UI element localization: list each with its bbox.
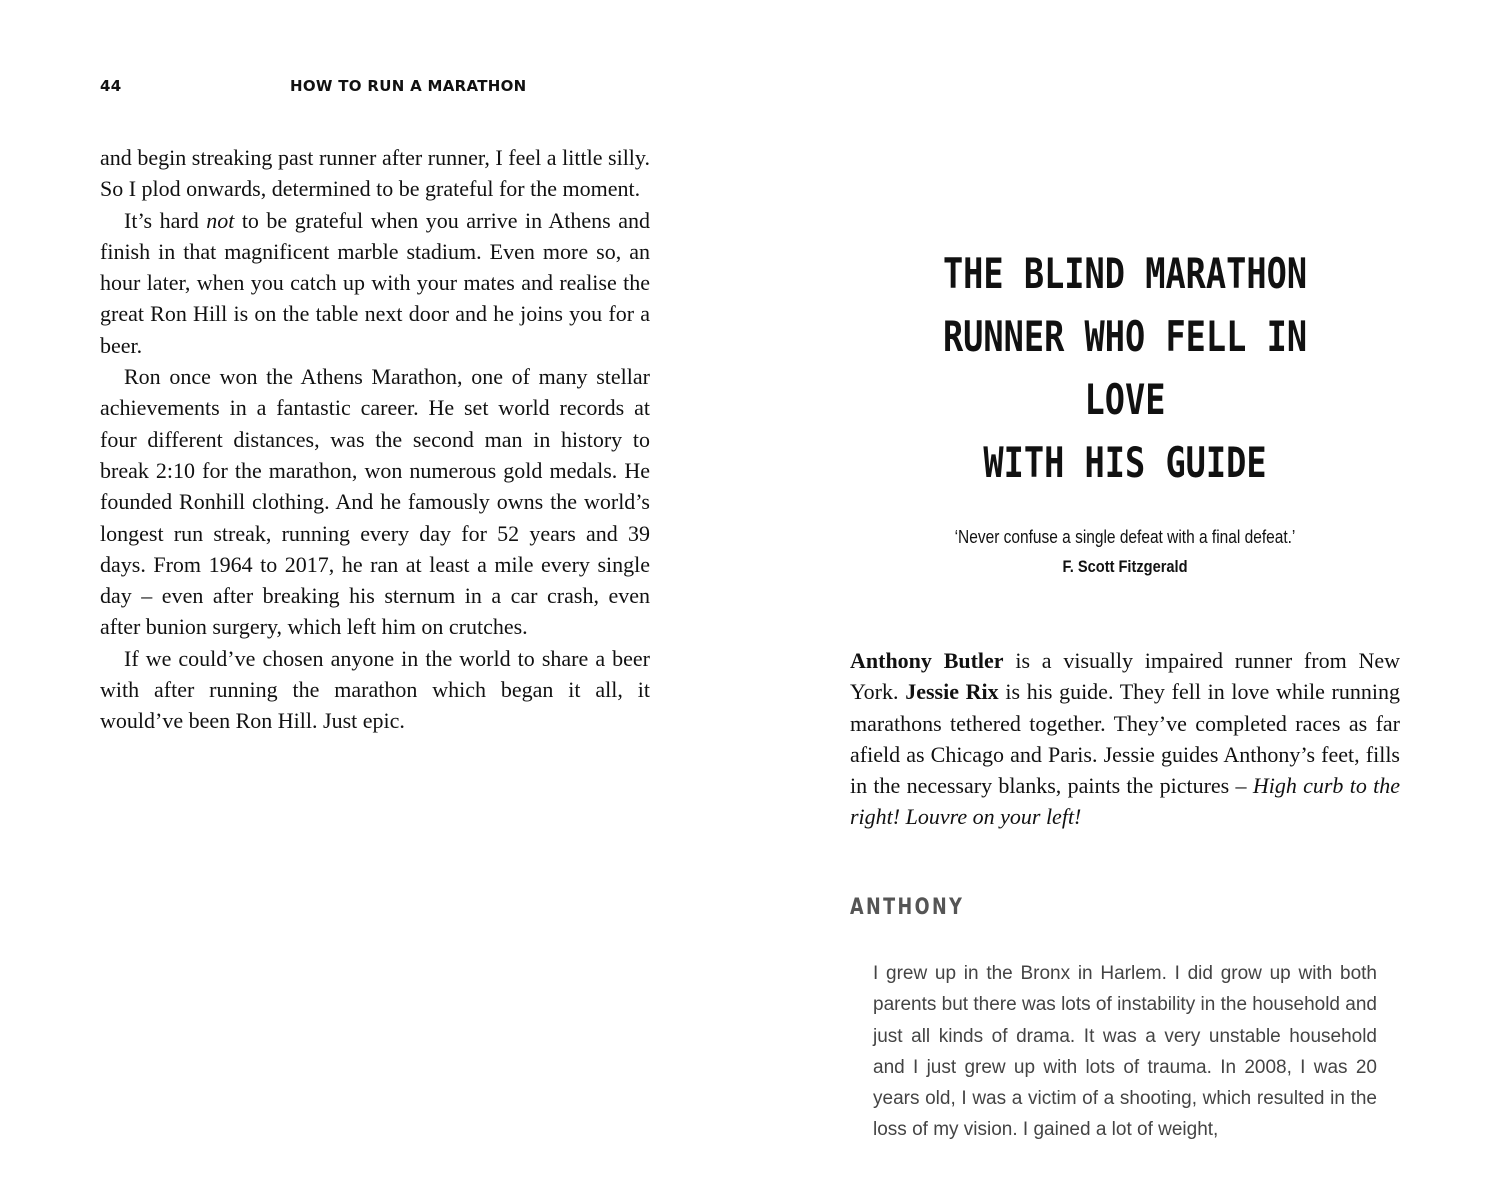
body-text xyxy=(100,142,650,737)
chapter-title-line: RUNNER WHO FELL IN LOVE xyxy=(942,312,1308,424)
text-run: and begin streaking past runner after runner, I feel a little silly. So I plod onwards, determined to be grateful for the moment. xyxy=(100,145,650,202)
interview-text: I grew up in the Bronx in Harlem. I did grow up with both parents but there was lots of instability in the household and just all kinds of drama. It was a very unstable household and I just grew up with lots of trauma. In 2008, I was 20 years old, I was a victim of a shooting, which resulted in the loss of my vision. I gained a lot of weight, xyxy=(873,963,1377,1141)
paragraph xyxy=(100,361,650,643)
text-run: is a visually impaired runner from New York. xyxy=(850,648,1401,705)
text-run: If we could’ve chosen anyone in the world to share a beer with after running the marathon which began it all, it would’ve been Ron Hill. Just epic. xyxy=(100,645,650,734)
page-number: 44 xyxy=(100,77,122,95)
paragraph xyxy=(100,205,650,361)
epigraph xyxy=(850,522,1400,582)
text-run: It’s hard xyxy=(124,207,207,233)
running-head: HOW TO RUN A MARATHON xyxy=(290,77,527,95)
text-run: is his guide. They fell in love while running marathons tethered together. They’ve completed races as far afield as Chicago and Paris. Jessie guides Anthony’s feet, fills in the necessary blanks, paints the pictures – xyxy=(850,679,1400,799)
chapter-title xyxy=(905,242,1345,494)
chapter-title-line: THE BLIND MARATHON xyxy=(942,249,1308,298)
italic-text: not xyxy=(206,207,235,233)
text-run: to be grateful when you arrive in Athens and finish in that magnificent marble stadium. Even more so, an hour later, when you catch up with your mates and realise the great Ron Hill is on the table next door and he joins you for a beer. xyxy=(100,207,651,358)
speaker-label: ANTHONY xyxy=(850,895,965,920)
italic-text: High curb to the right! Louvre on your left! xyxy=(850,773,1400,830)
paragraph xyxy=(100,142,650,205)
bold-name: Anthony Butler xyxy=(850,648,1004,673)
chapter-title-line: WITH HIS GUIDE xyxy=(983,438,1267,487)
right-page xyxy=(750,0,1500,1200)
bold-name: Jessie Rix xyxy=(905,679,999,705)
paragraph xyxy=(100,643,650,737)
epigraph-quote: ‘Never confuse a single defeat with a final defeat.’ xyxy=(954,527,1296,547)
text-run: Ron once won the Athens Marathon, one of many stellar achievements in a fantastic career. He set world records at four different distances, was the second man in history to break 2:10 for the marathon, won numerous gold medals. He founded Ronhill clothing. And he famously owns the world’s longest run streak, running every day for 52 years and 39 days. From 1964 to 2017, he ran at least a mile every single day – even after breaking his sternum in a car crash, even after bunion surgery, which left him on crutches. xyxy=(100,364,650,640)
chapter-intro xyxy=(850,645,1400,833)
epigraph-author: F. Scott Fitzgerald xyxy=(1062,557,1188,576)
